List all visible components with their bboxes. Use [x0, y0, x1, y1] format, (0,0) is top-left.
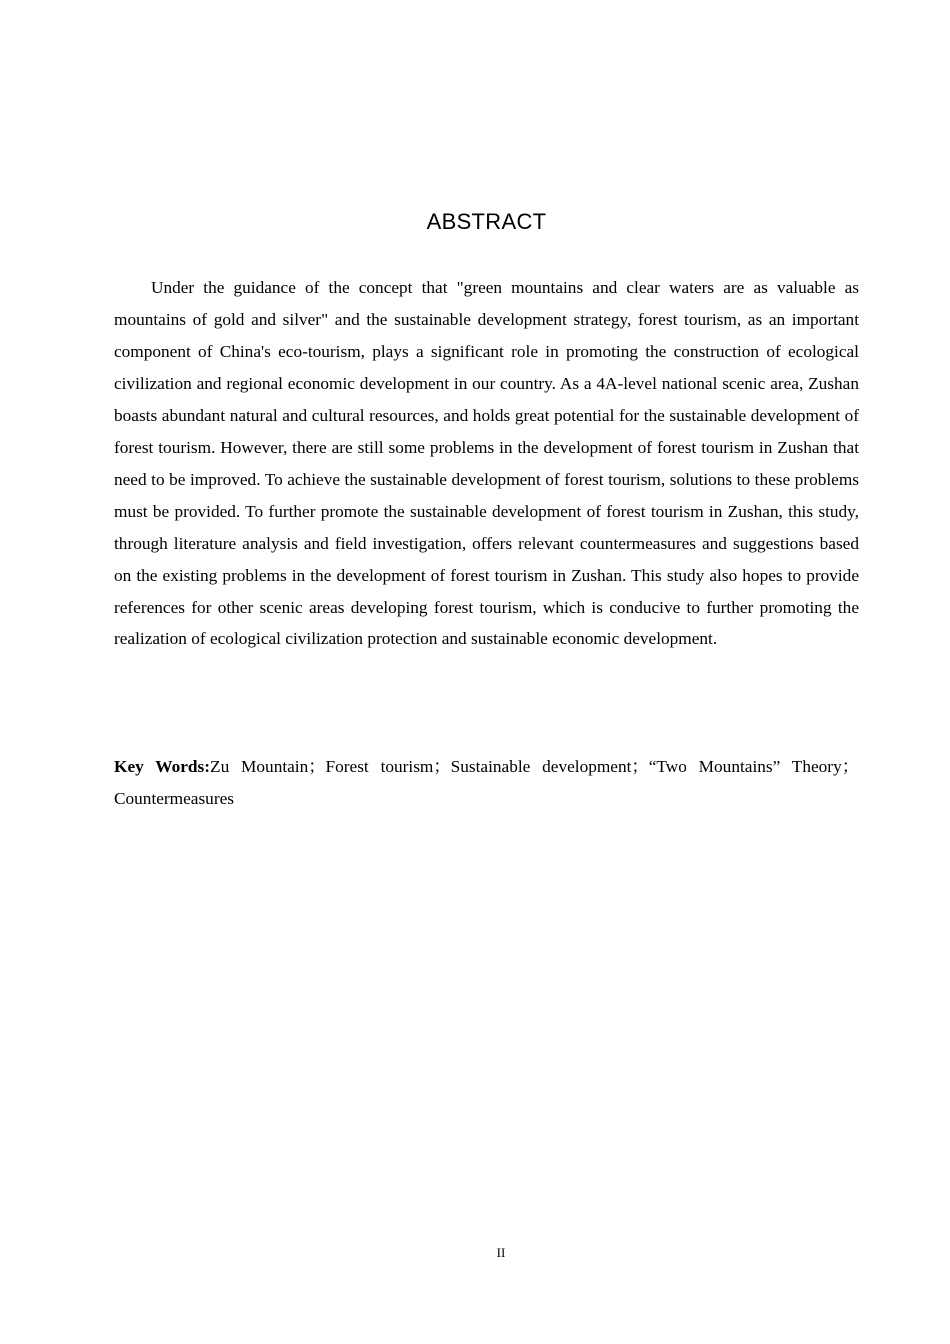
keywords-text: Zu Mountain；Forest tourism；Sustainable development；“Two Mountains” Theory；Countermeasures: [114, 757, 859, 808]
abstract-body: Under the guidance of the concept that "green mountains and clear waters are as valuable as mountains of gold and silver" and the sustainable development strategy, forest tourism, as an important component of China's eco-tourism, plays a significant role in promoting the construction of ecological civilization and regional economic development in our country. As a 4A-level national scenic area, Zushan boasts abundant natural and cultural resources, and holds great potential for the sustainable development of forest tourism. However, there are still some problems in the development of forest tourism in Zushan that need to be improved. To achieve the sustainable development of forest tourism, solutions to these problems must be provided. To further promote the sustainable development of forest tourism in Zushan, this study, through literature analysis and field investigation, offers relevant countermeasures and suggestions based on the existing problems in the development of forest tourism in Zushan. This study also hopes to provide references for other scenic areas developing forest tourism, which is conducive to further promoting the realization of ecological civilization protection and sustainable economic development.: [114, 278, 859, 649]
keywords-line: [114, 751, 859, 815]
keywords-label: Key Words:: [114, 757, 211, 776]
page-number: II: [496, 1245, 506, 1260]
abstract-heading: ABSTRACT: [426, 209, 547, 234]
